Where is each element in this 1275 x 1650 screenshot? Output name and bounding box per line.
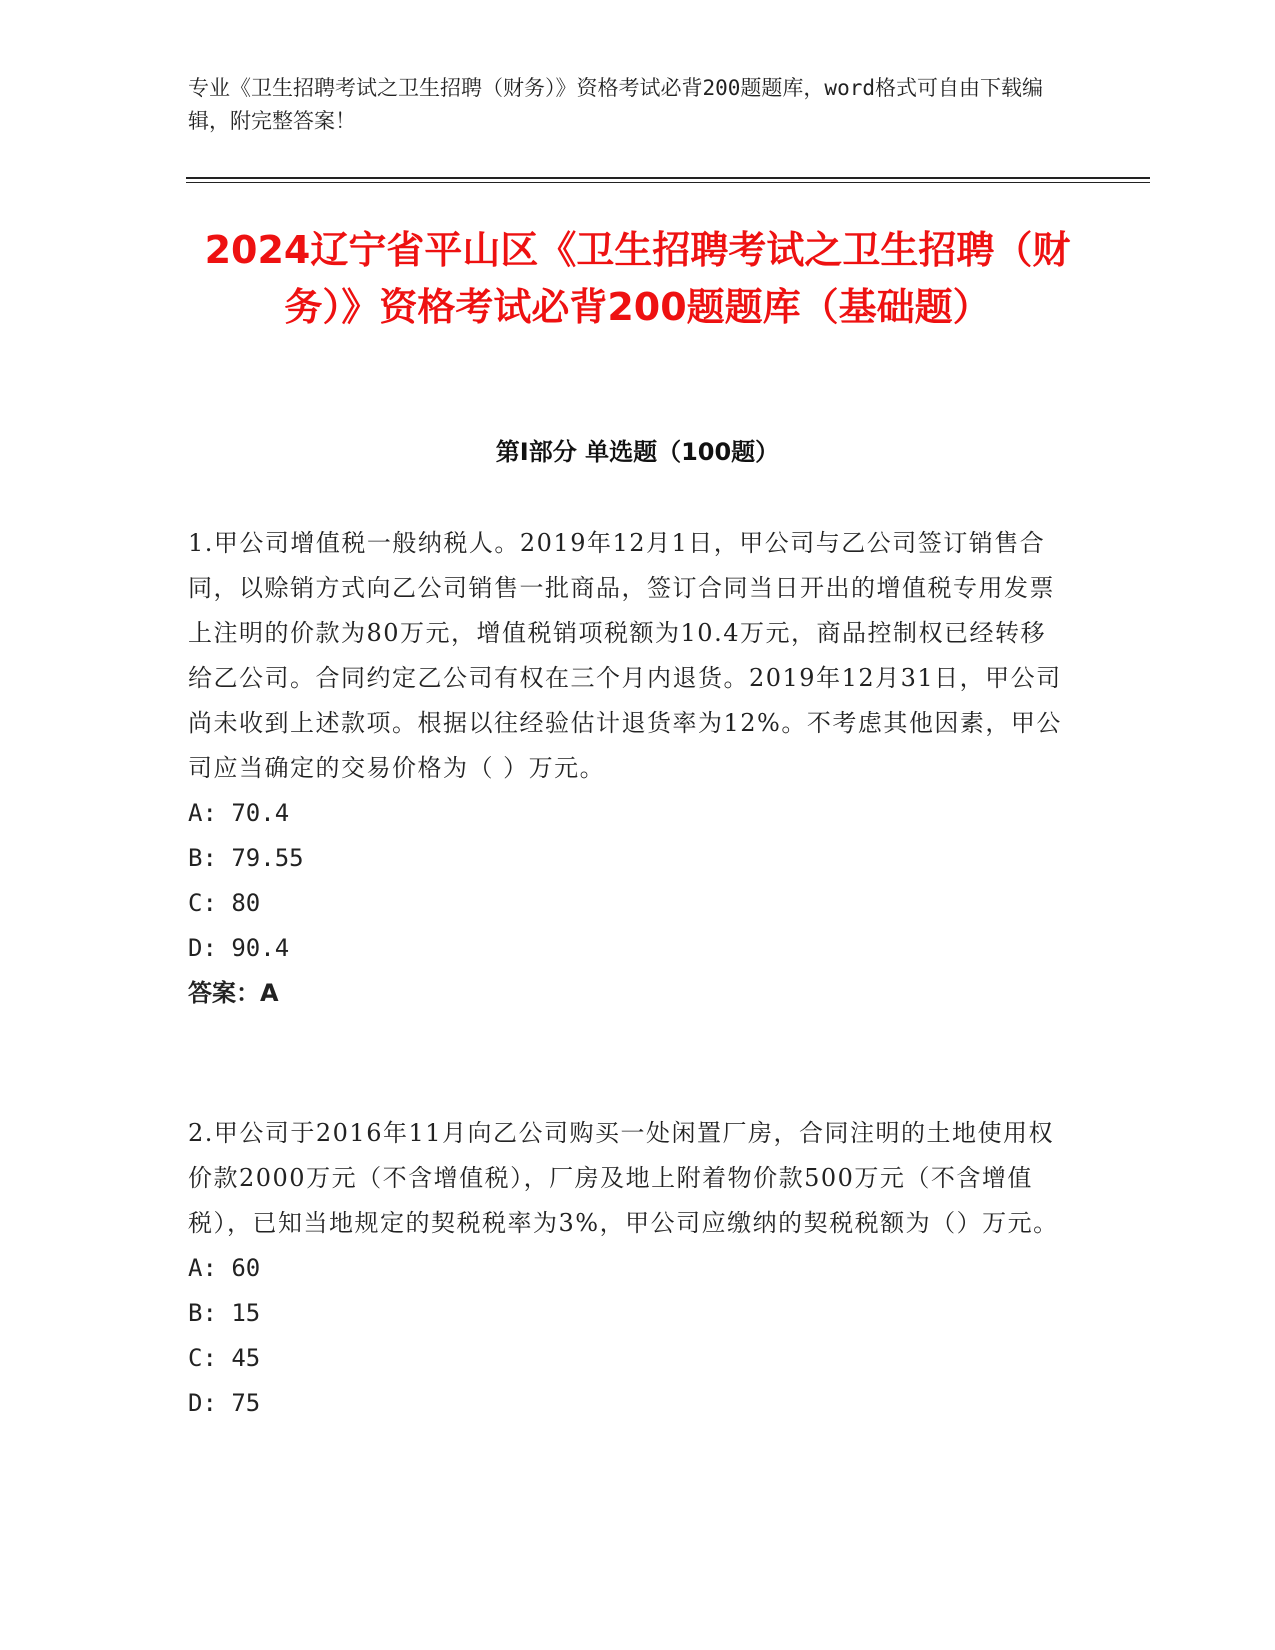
question-stem: 2.甲公司于2016年11月向乙公司购买一处闲置厂房，合同注明的土地使用权价款2000万元（不含增值税），厂房及地上附着物价款500万元（不含增值税），已知当地规定的契税税率为3%，甲公司应缴纳的契税税额为（）万元。 bbox=[188, 1119, 1059, 1237]
option-b: B: 15 bbox=[188, 1299, 261, 1327]
option-b: B: 79.55 bbox=[188, 844, 304, 872]
section-heading: 第Ⅰ部分 单选题（100题） bbox=[495, 438, 780, 466]
question-2 bbox=[188, 1111, 1068, 1426]
option-c: C: 45 bbox=[188, 1344, 261, 1372]
option-d: D: 75 bbox=[188, 1389, 261, 1417]
question-stem: 1.甲公司增值税一般纳税人。2019年12月1日，甲公司与乙公司签订销售合同，以赊销方式向乙公司销售一批商品，签订合同当日开出的增值税专用发票上注明的价款为80万元，增值税销项税额为10.4万元，商品控制权已经转移给乙公司。合同约定乙公司有权在三个月内退货。2019年12月31日，甲公司尚未收到上述款项。根据以往经验估计退货率为12%。不考虑其他因素，甲公司应当确定的交易价格为（ ）万元。 bbox=[188, 529, 1062, 782]
header-note: 专业《卫生招聘考试之卫生招聘（财务）》资格考试必背200题题库，word格式可自由下载编辑，附完整答案！ bbox=[188, 76, 1043, 133]
document-title: 2024辽宁省平山区《卫生招聘考试之卫生招聘（财务）》资格考试必背200题题库（基础题） bbox=[204, 228, 1071, 329]
option-a: A: 60 bbox=[188, 1254, 261, 1282]
option-c: C: 80 bbox=[188, 889, 261, 917]
header-divider-thin bbox=[186, 182, 1150, 183]
option-a: A: 70.4 bbox=[188, 799, 290, 827]
question-1 bbox=[188, 521, 1068, 1016]
answer-line: 答案：A bbox=[188, 979, 279, 1007]
option-d: D: 90.4 bbox=[188, 934, 290, 962]
header-divider-thick bbox=[186, 177, 1150, 179]
